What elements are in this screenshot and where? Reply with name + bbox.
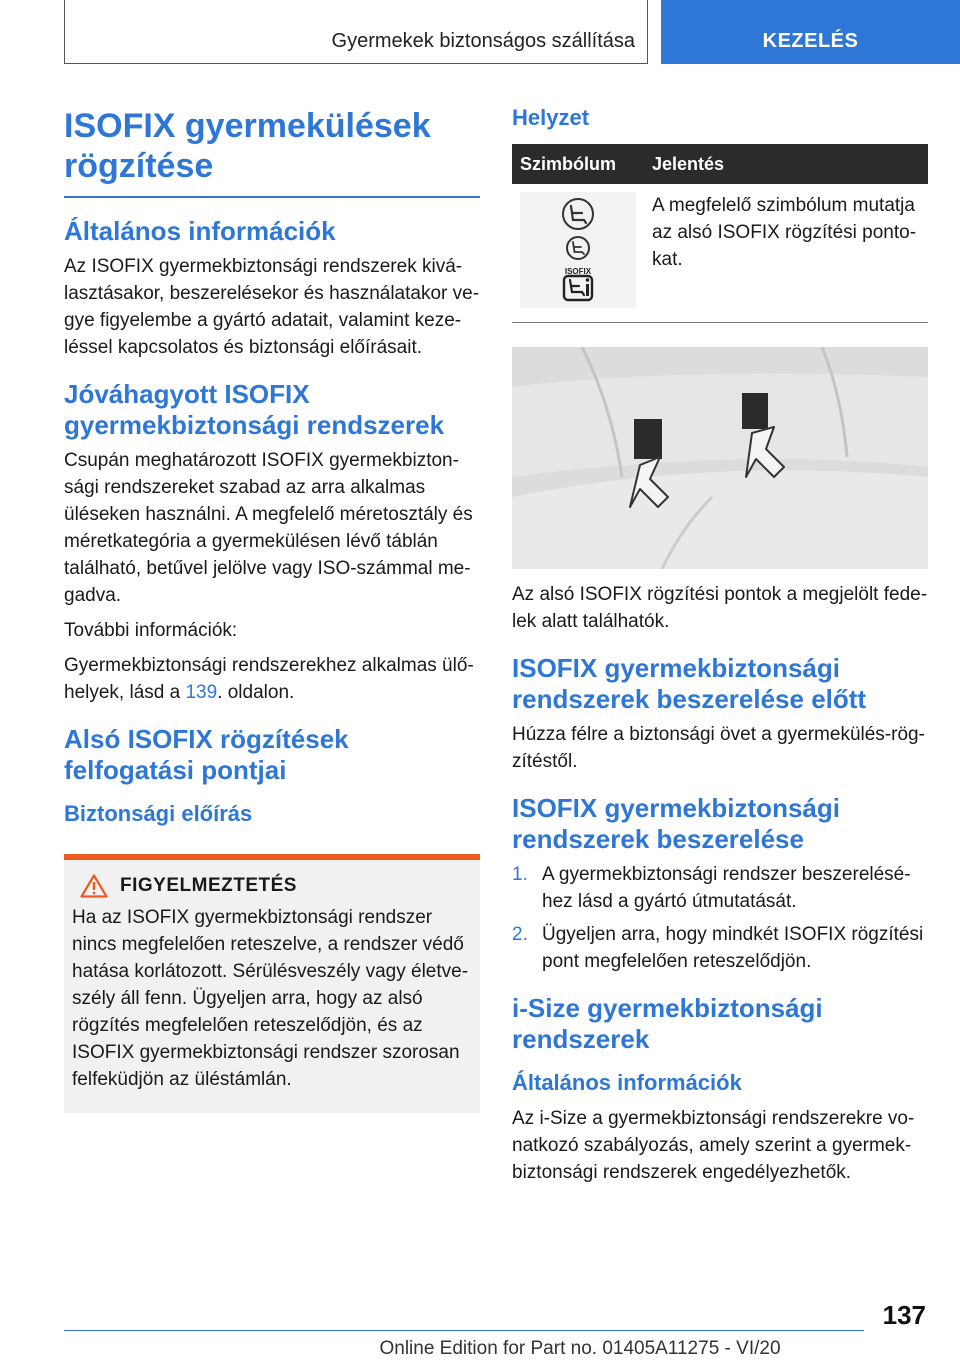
warning-title: FIGYELMEZTETÉS xyxy=(120,875,297,896)
isize-subheading: Általános információk xyxy=(512,1070,742,1095)
photo-caption: Az alsó ISOFIX rögzítési pontok a megjelölt fedelek alatt találhatók. xyxy=(512,584,928,632)
table-row xyxy=(512,184,928,323)
seat-reference-suffix: . oldalon. xyxy=(217,682,295,703)
page-title: ISOFIX gyermekülések rögzítése xyxy=(64,106,480,198)
list-item xyxy=(512,921,928,975)
header-title-box xyxy=(64,0,648,64)
isofix-symbols xyxy=(520,192,636,308)
edition-footer: Online Edition for Part no. 01405A11275 - VI/20 xyxy=(379,1338,781,1359)
page-number: 137 xyxy=(882,1300,926,1330)
more-info-label: További információk: xyxy=(64,620,238,641)
step-number: 1. xyxy=(512,864,528,885)
section-tab[interactable] xyxy=(661,0,960,64)
section-tab-label: KEZELÉS xyxy=(762,30,859,52)
warning-header xyxy=(72,874,472,898)
list-item xyxy=(512,861,928,915)
isofix-symbol-label: ISOFIX xyxy=(564,267,592,276)
right-column xyxy=(512,96,928,1194)
seat-reference-text: Gyermekbiztonsági rendszerekhez alkalmas ülőhelyek, lásd a xyxy=(64,655,474,703)
symbol-table xyxy=(512,144,928,323)
footer-divider xyxy=(64,1330,864,1331)
column-header-meaning: Jelentés xyxy=(644,144,928,184)
install-steps xyxy=(512,861,928,975)
step-text: Ügyeljen arra, hogy mindkét ISOFIX rögzítési pont megfelelően reteszelődjön. xyxy=(542,924,924,972)
isofix-seat-icon xyxy=(520,192,636,308)
position-heading: Helyzet xyxy=(512,105,590,130)
section-heading-general: Általános információk xyxy=(64,216,336,246)
general-info-text: Az ISOFIX gyermekbiztonsági rendszerek kiválasztásakor, beszerelésekor és használatakor vegye figyelembe a gyártó adatait, valamint kezeléssel kapcsolatos és biztonsági előírásait. xyxy=(64,256,480,358)
warning-box xyxy=(64,854,480,1113)
section-heading-before-install: ISOFIX gyermekbiztonsági rendszerek beszerelése előtt xyxy=(512,653,867,714)
section-heading-anchor-points: Alsó ISOFIX rögzítések felfogatási pontjai xyxy=(64,724,349,785)
section-heading-approved: Jóváhagyott ISOFIX gyermekbiztonsági rendszerek xyxy=(64,379,445,440)
meaning-cell: A megfelelő szimbólum mutatja az alsó ISOFIX rögzítési pontokat. xyxy=(644,184,928,323)
page-link-139[interactable]: 139 xyxy=(185,682,218,703)
table-header-row xyxy=(512,144,928,184)
warning-triangle-icon xyxy=(80,874,108,898)
page-header xyxy=(0,0,960,66)
step-text: A gyermekbiztonsági rendszer beszereléséhez lásd a gyártó útmutatását. xyxy=(542,864,911,912)
warning-text: Ha az ISOFIX gyermekbiztonsági rendszer nincs megfelelően reteszelve, a rendszer védő hatása korlátozott. Sérülésveszély vagy életveszély áll fenn. Ügyeljen arra, hogy az alsó rögzítés megfelelően reteszelődjön, és az ISOFIX gyermekbiztonsági rendszer szorosan felfeküdjön az üléstámlán. xyxy=(72,907,469,1090)
before-install-text: Húzza félre a biztonsági övet a gyermekülés-rögzítéstől. xyxy=(512,724,925,772)
section-heading-install: ISOFIX gyermekbiztonsági rendszerek beszerelése xyxy=(512,793,840,854)
isize-text: Az i-Size a gyermekbiztonsági rendszerekre vonatkozó szabályozás, amely szerint a gyermekbiztonsági rendszerek engedélyezhetők. xyxy=(512,1108,915,1183)
chapter-title: Gyermekek biztonságos szállítása xyxy=(331,30,635,52)
approved-systems-text: Csupán meghatározott ISOFIX gyermekbiztonsági rendszereket szabad az arra alkalmas üléseken használni. A megfelelő méretosztály és méretkategória a gyermekülésen lévő táblán található, betűvel jelölve vagy ISO-számmal megadva. xyxy=(64,450,473,606)
left-column xyxy=(64,96,480,1113)
safety-subheading: Biztonsági előírás xyxy=(64,801,253,826)
step-number: 2. xyxy=(512,924,528,945)
symbol-cell xyxy=(512,184,644,323)
column-header-symbol: Szimbólum xyxy=(512,144,644,184)
seat-anchor-photo xyxy=(512,347,928,569)
seat-reference xyxy=(64,652,480,706)
section-heading-isize: i-Size gyermekbiztonsági rendszerek xyxy=(512,993,823,1054)
